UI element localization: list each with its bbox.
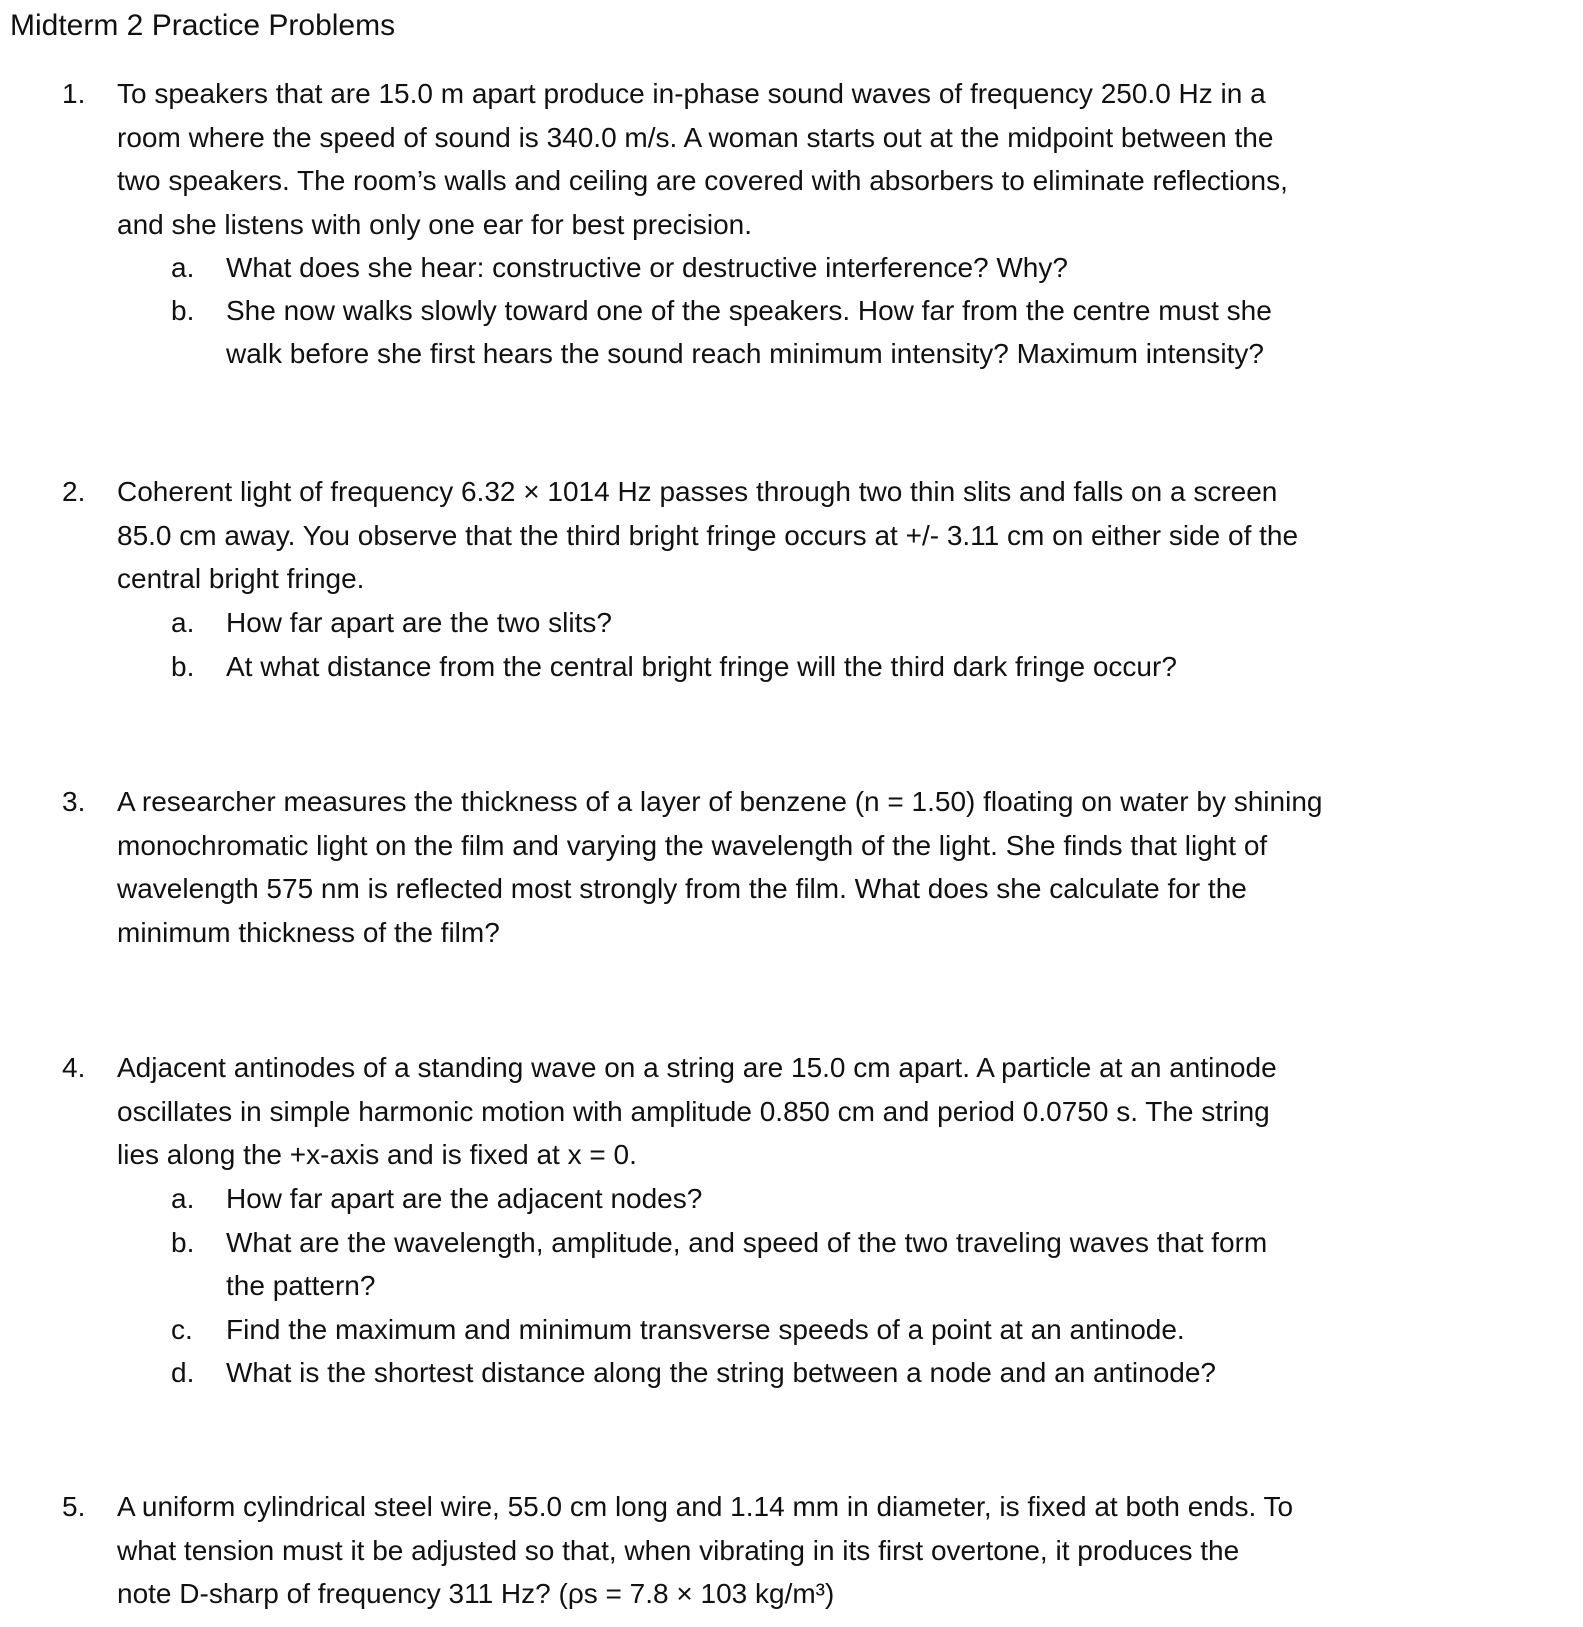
problem-number: 2. (62, 476, 86, 507)
problem-part-d (0, 1351, 1583, 1395)
part-text: What are the wavelength, amplitude, and speed of the two traveling waves that form the pattern? (226, 1226, 1268, 1301)
part-label: d. (171, 1357, 195, 1388)
part-text: How far apart are the adjacent nodes? (226, 1183, 703, 1214)
part-label: b. (171, 1226, 195, 1258)
problem-part-b (0, 1221, 1583, 1308)
problem-number: 5. (62, 1491, 86, 1522)
problem-parts (0, 601, 1583, 688)
part-text: She now walks slowly toward one of the speakers. How far from the centre must she walk before she first hears the sound reach minimum intensity? Maximum intensity? (226, 294, 1272, 369)
part-label: b. (171, 650, 195, 682)
problem-part-a (0, 601, 1583, 645)
part-text: Find the maximum and minimum transverse speeds of a point at an antinode. (226, 1313, 1185, 1345)
part-text: How far apart are the two slits? (226, 607, 612, 638)
document-title: Midterm 2 Practice Problems (10, 9, 396, 42)
problem-text: Coherent light of frequency 6.32 × 1014 Hz passes through two thin slits and falls on a screen 85.0 cm away. You observe that the third bright fringe occurs at +/- 3.11 cm on either side of the central bright fringe. (117, 476, 1299, 594)
part-label: a. (171, 252, 195, 283)
problem-text: A uniform cylindrical steel wire, 55.0 cm long and 1.14 mm in diameter, is fixed at both ends. To what tension must it be adjusted so that, when vibrating in its first overtone, it produces the note D-sharp of frequency 311 Hz? (ρs = 7.8 × 103 kg/m³) (117, 1491, 1294, 1609)
problem-parts (0, 246, 1583, 376)
part-label: a. (171, 1183, 195, 1214)
part-label: a. (171, 607, 195, 638)
problem-part-a (0, 246, 1583, 290)
problem-part-c (0, 1308, 1583, 1352)
problem-number: 4. (62, 1052, 86, 1083)
problem-parts (0, 1177, 1583, 1395)
part-label: c. (171, 1313, 193, 1345)
part-label: b. (171, 294, 195, 326)
problem-part-a (0, 1177, 1583, 1221)
problem-number: 1. (62, 78, 86, 109)
problem-part-b (0, 289, 1583, 376)
problem-text: To speakers that are 15.0 m apart produce in-phase sound waves of frequency 250.0 Hz in a room where the speed of sound is 340.0 m/s. A woman starts out at the midpoint between the two speakers. The room’s walls and ceiling are covered with absorbers to eliminate reflections, and she listens with only one ear for best precision. (117, 78, 1288, 240)
part-text: What does she hear: constructive or destructive interference? Why? (226, 252, 1068, 283)
problem-part-b (0, 645, 1583, 689)
problem-text: A researcher measures the thickness of a layer of benzene (n = 1.50) floating on water by shining monochromatic light on the film and varying the wavelength of the light. She finds that light of wavelength 575 nm is reflected most strongly from the film. What does she calculate for the minimum thickness of the film? (117, 786, 1323, 948)
part-text: What is the shortest distance along the string between a node and an antinode? (226, 1357, 1217, 1388)
part-text: At what distance from the central bright fringe will the third dark fringe occur? (226, 650, 1177, 682)
problem-text: Adjacent antinodes of a standing wave on a string are 15.0 cm apart. A particle at an antinode oscillates in simple harmonic motion with amplitude 0.850 cm and period 0.0750 s. The string lies along the +x-axis and is fixed at x = 0. (117, 1052, 1277, 1170)
problem-number: 3. (62, 786, 86, 817)
